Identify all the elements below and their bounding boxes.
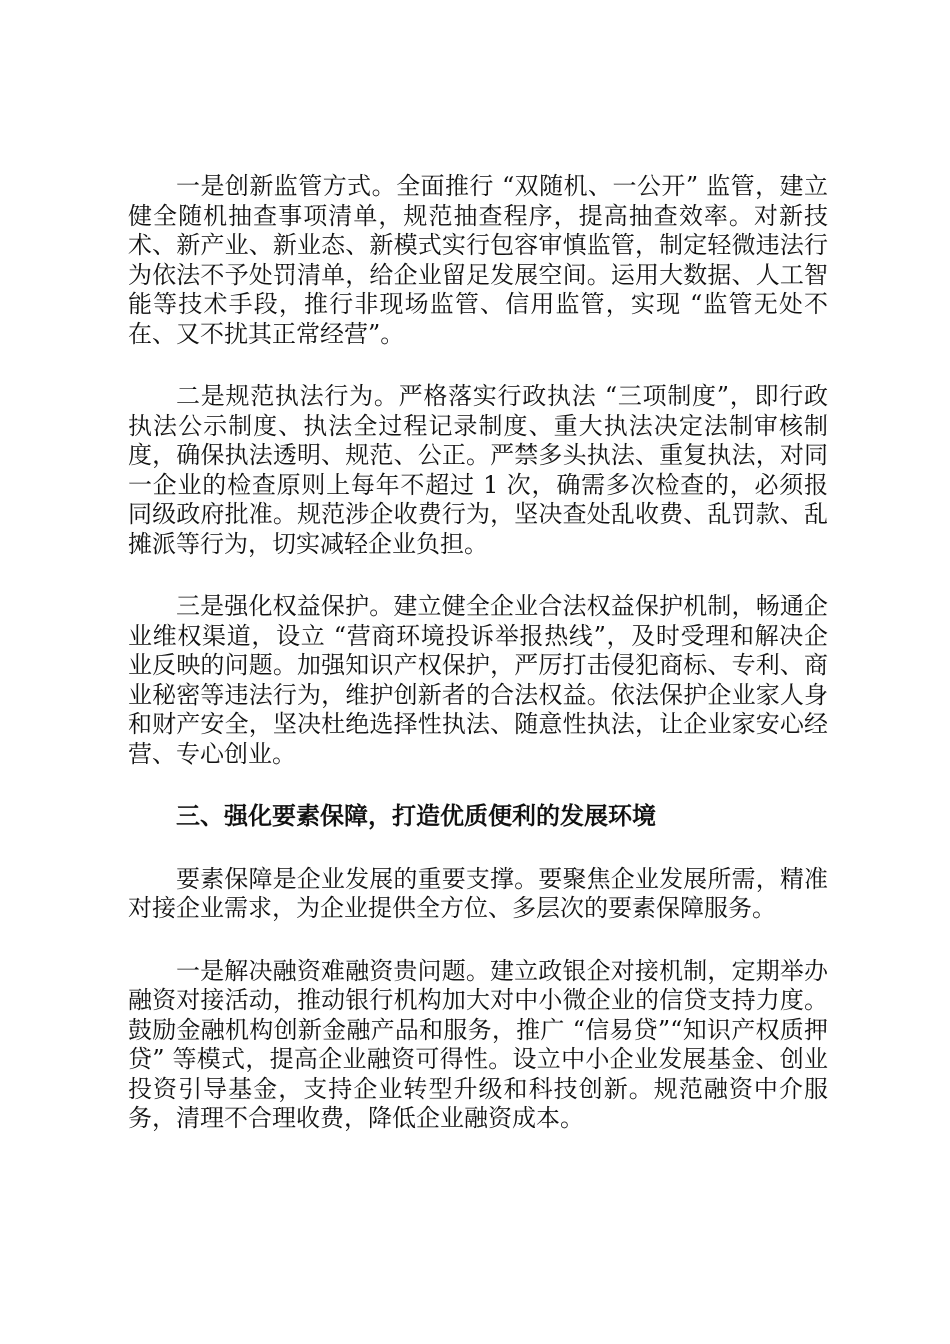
section-heading: 三、强化要素保障，打造优质便利的发展环境 bbox=[176, 802, 656, 830]
document-body bbox=[128, 172, 828, 1167]
paragraph-financing: 一是解决融资难融资贵问题。建立政银企对接机制，定期举办融资对接活动，推动银行机构加大对中小微企业的信贷支持力度。鼓励金融机构创新金融产品和服务，推广 “信易贷”“知识产权质押贷” 等模式，提高企业融资可得性。设立中小企业发展基金、创业投资引导基金，支持企业转型升级和科技创新。规范融资中介服务，清理不合理收费，降低企业融资成本。 bbox=[128, 956, 828, 1132]
paragraph-rights-protection: 三是强化权益保护。建立健全企业合法权益保护机制，畅通企业维权渠道，设立 “营商环境投诉举报热线”，及时受理和解决企业反映的问题。加强知识产权保护，严厉打击侵犯商标、专利、商业秘密等违法行为，维护创新者的合法权益。依法保护企业家人身和财产安全，坚决杜绝选择性执法、随意性执法，让企业家安心经营、专心创业。 bbox=[128, 592, 828, 768]
paragraph-regulation-method: 一是创新监管方式。全面推行 “双随机、一公开” 监管，建立健全随机抽查事项清单，规范抽查程序，提高抽查效率。对新技术、新产业、新业态、新模式实行包容审慎监管，制定轻微违法行为依法不予处罚清单，给企业留足发展空间。运用大数据、人工智能等技术手段，推行非现场监管、信用监管，实现 “监管无处不在、又不扰其正常经营”。 bbox=[128, 172, 828, 348]
paragraph-law-enforcement: 二是规范执法行为。严格落实行政执法 “三项制度”，即行政执法公示制度、执法全过程记录制度、重大执法决定法制审核制度，确保执法透明、规范、公正。严禁多头执法、重复执法，对同一企业的检查原则上每年不超过 1 次，确需多次检查的，必须报同级政府批准。规范涉企收费行为，坚决查处乱收费、乱罚款、乱摊派等行为，切实减轻企业负担。 bbox=[128, 382, 828, 558]
paragraph-factor-guarantee: 要素保障是企业发展的重要支撑。要聚焦企业发展所需，精准对接企业需求，为企业提供全方位、多层次的要素保障服务。 bbox=[128, 864, 828, 922]
